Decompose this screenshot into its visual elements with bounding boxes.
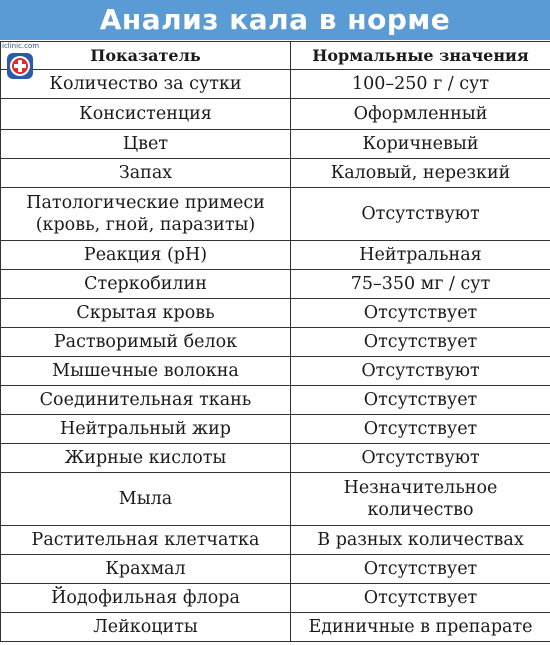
value-cell: Каловый, нерезкий [291, 159, 550, 188]
indicator-cell: Количество за сутки [1, 70, 291, 99]
table-row [1, 159, 550, 188]
table-row [1, 386, 550, 415]
value-cell: Единичные в препарате [291, 613, 550, 642]
table-row [1, 188, 550, 241]
table-row [1, 270, 550, 299]
value-cell: Коричневый [291, 130, 550, 159]
indicator-cell: Крахмал [1, 555, 291, 584]
table-row [1, 130, 550, 159]
indicator-cell: Мыла [1, 473, 291, 526]
table-row [1, 555, 550, 584]
indicator-cell: Запах [1, 159, 291, 188]
indicator-cell: Нейтральный жир [1, 415, 291, 444]
value-cell: Отсутствуют [291, 188, 550, 241]
logo-text: iclinic.com [2, 42, 40, 50]
indicator-cell: Растворимый белок [1, 328, 291, 357]
table-row [1, 357, 550, 386]
indicator-cell: Консистенция [1, 99, 291, 130]
value-cell: 75–350 мг / сут [291, 270, 550, 299]
value-cell: Отсутствуют [291, 357, 550, 386]
indicator-cell: Растительная клетчатка [1, 526, 291, 555]
value-cell: 100–250 г / сут [291, 70, 550, 99]
value-cell: Отсутствует [291, 386, 550, 415]
value-cell: Отсутствует [291, 555, 550, 584]
table-row [1, 299, 550, 328]
value-cell: Нейтральная [291, 241, 550, 270]
page-title: Анализ кала в норме [99, 3, 451, 36]
column-header-indicator: Показатель [1, 42, 291, 70]
norms-table [0, 41, 550, 642]
table-row [1, 473, 550, 526]
table-row [1, 526, 550, 555]
site-logo [2, 42, 38, 86]
indicator-cell: Мышечные волокна [1, 357, 291, 386]
table-row [1, 241, 550, 270]
indicator-cell: Лейкоциты [1, 613, 291, 642]
value-cell: Отсутствует [291, 299, 550, 328]
table-row [1, 444, 550, 473]
value-cell: Отсутствует [291, 328, 550, 357]
value-cell: В разных количествах [291, 526, 550, 555]
indicator-cell: Цвет [1, 130, 291, 159]
value-cell: Отсутствует [291, 584, 550, 613]
table-header-row [1, 42, 550, 70]
table-row [1, 99, 550, 130]
medical-cross-icon [6, 52, 34, 80]
indicator-cell: Патологические примеси (кровь, гной, паразиты) [1, 188, 291, 241]
table-row [1, 613, 550, 642]
table-row [1, 415, 550, 444]
indicator-cell: Стеркобилин [1, 270, 291, 299]
indicator-cell: Йодофильная флора [1, 584, 291, 613]
indicator-cell: Реакция (pH) [1, 241, 291, 270]
table-row [1, 70, 550, 99]
table-row [1, 328, 550, 357]
value-cell: Отсутствует [291, 415, 550, 444]
value-cell: Незначительное количество [291, 473, 550, 526]
indicator-cell: Скрытая кровь [1, 299, 291, 328]
column-header-normal-values: Нормальные значения [291, 42, 550, 70]
value-cell: Отсутствуют [291, 444, 550, 473]
indicator-cell: Соединительная ткань [1, 386, 291, 415]
value-cell: Оформленный [291, 99, 550, 130]
indicator-cell: Жирные кислоты [1, 444, 291, 473]
table-row [1, 584, 550, 613]
